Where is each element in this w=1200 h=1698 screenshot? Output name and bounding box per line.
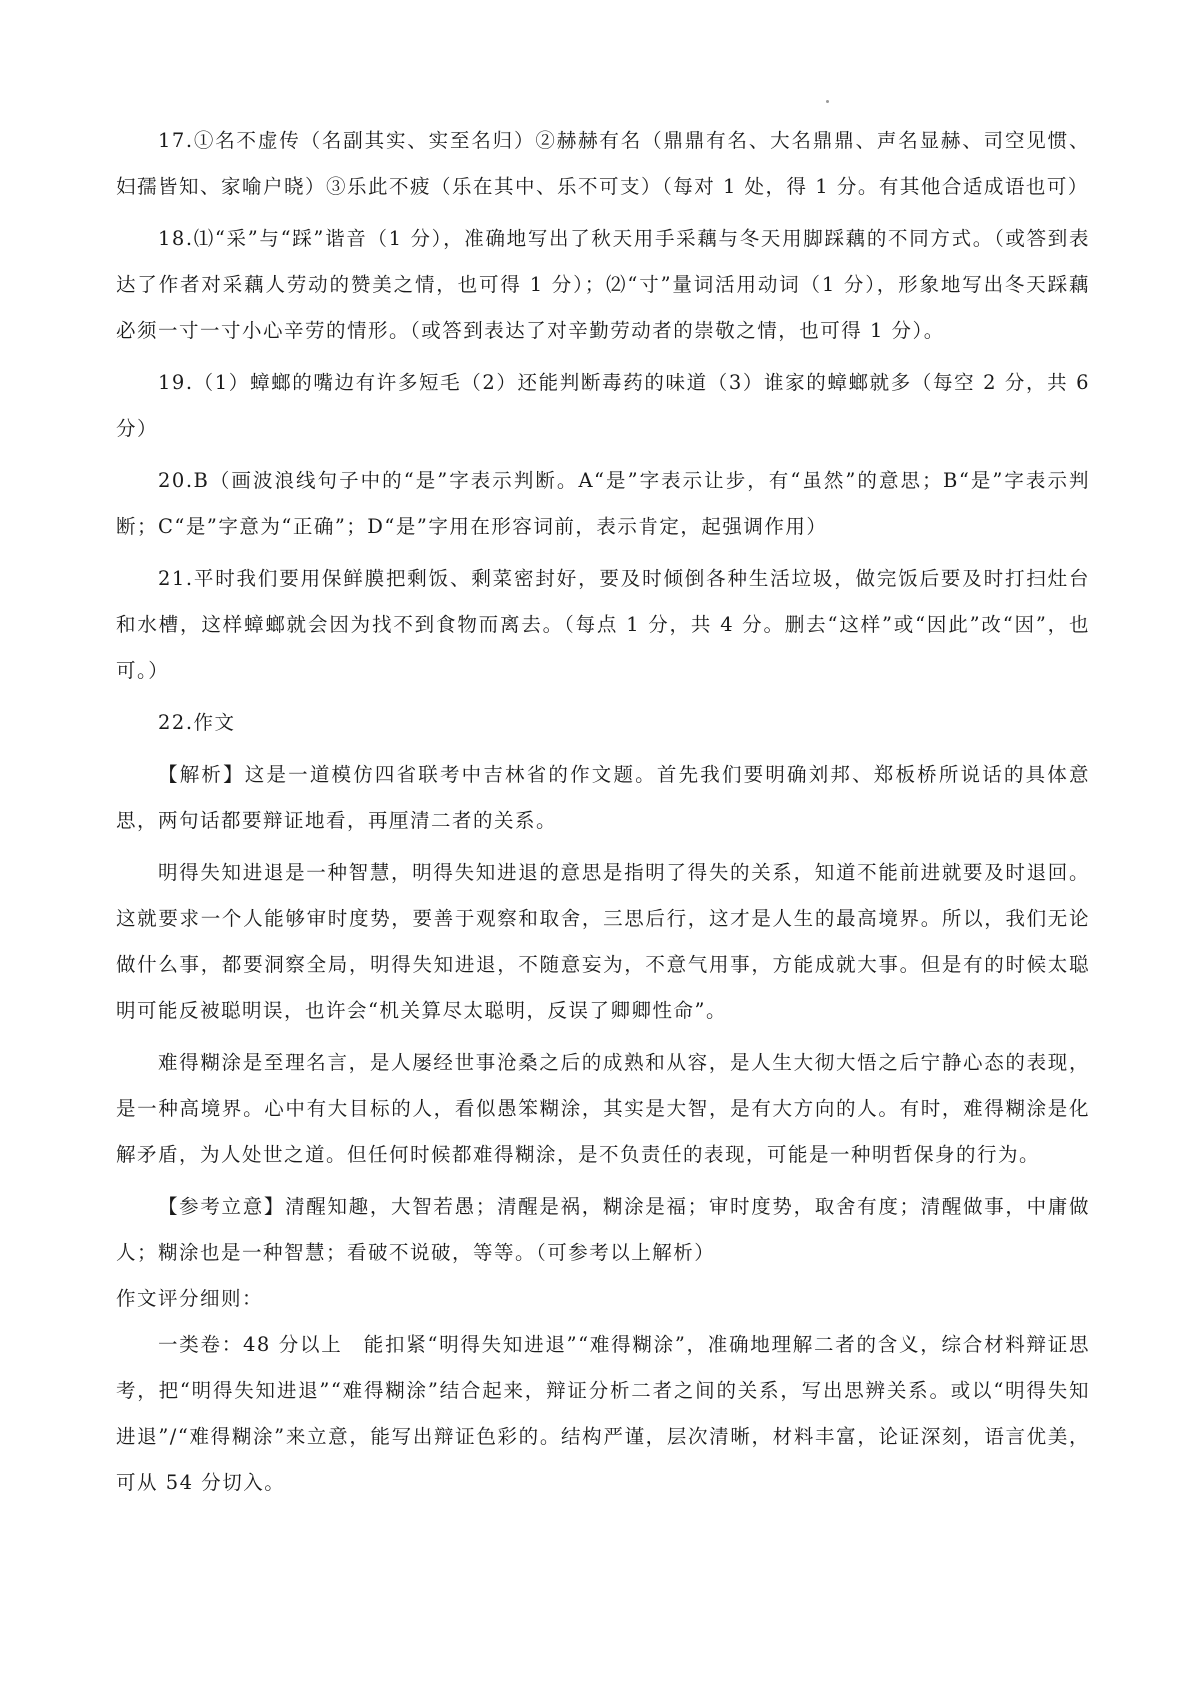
analysis-point-1: 明得失知进退是一种智慧，明得失知进退的意思是指明了得失的关系，知道不能前进就要及时退回。这就要求一个人能够审时度势，要善于观察和取舍，三思后行，这才是人生的最高境界。所以，我们无论做什么事，都要洞察全局，明得失知进退，不随意妄为，不意气用事，方能成就大事。但是有的时候太聪明可能反被聪明误，也许会“机关算尽太聪明，反误了卿卿性命”。: [116, 861, 1090, 1022]
answer-19: 19.（1）蟑螂的嘴边有许多短毛（2）还能判断毒药的味道（3）谁家的蟑螂就多（每空 2 分，共 6 分）: [116, 371, 1090, 440]
answer-key-content: [116, 118, 1090, 1506]
analysis-point-2: 难得糊涂是至理名言，是人屡经世事沧桑之后的成熟和从容，是人生大彻大悟之后宁静心态的表现，是一种高境界。心中有大目标的人，看似愚笨糊涂，其实是大智，是有大方向的人。有时，难得糊涂是化解矛盾，为人处世之道。但任何时候都难得糊涂，是不负责任的表现，可能是一种明哲保身的行为。: [116, 1051, 1090, 1166]
reference-themes: 【参考立意】清醒知趣，大智若愚；清醒是祸，糊涂是福；审时度势，取舍有度；清醒做事，中庸做人；糊涂也是一种智慧；看破不说破，等等。（可参考以上解析）: [116, 1195, 1090, 1264]
scoring-rule-class-1: 一类卷：48 分以上 能扣紧“明得失知进退”“难得糊涂”，准确地理解二者的含义，综合材料辩证思考，把“明得失知进退”“难得糊涂”结合起来，辩证分析二者之间的关系，写出思辨关系。或以“明得失知进退”/“难得糊涂”来立意，能写出辩证色彩的。结构严谨，层次清晰，材料丰富，论证深刻，语言优美，可从 54 分切入。: [116, 1333, 1090, 1494]
answer-18: 18.⑴“采”与“踩”谐音（1 分），准确地写出了秋天用手采藕与冬天用脚踩藕的不同方式。（或答到表达了作者对采藕人劳动的赞美之情，也可得 1 分）；⑵“寸”量词活用动词（1 分），形象地写出冬天踩藕必须一寸一寸小心辛劳的情形。（或答到表达了对辛勤劳动者的崇敬之情，也可得 1 分）。: [116, 227, 1090, 342]
answer-17: 17.①名不虚传（名副其实、实至名归）②赫赫有名（鼎鼎有名、大名鼎鼎、声名显赫、司空见惯、妇孺皆知、家喻户晓）③乐此不疲（乐在其中、乐不可支）（每对 1 处，得 1 分。有其他合适成语也可）: [116, 129, 1090, 198]
answer-20: 20.B（画波浪线句子中的“是”字表示判断。A“是”字表示让步，有“虽然”的意思；B“是”字表示判断；C“是”字意为“正确”；D“是”字用在形容词前，表示肯定，起强调作用）: [116, 469, 1090, 538]
answer-22-heading: 22.作文: [158, 711, 236, 734]
analysis-paragraph: 【解析】这是一道模仿四省联考中吉林省的作文题。首先我们要明确刘邦、郑板桥所说话的具体意思，两句话都要辩证地看，再厘清二者的关系。: [116, 763, 1090, 832]
answer-21: 21.平时我们要用保鲜膜把剩饭、剩菜密封好，要及时倾倒各种生活垃圾，做完饭后要及时打扫灶台和水槽，这样蟑螂就会因为找不到食物而离去。（每点 1 分，共 4 分。删去“这样”或“因此”改“因”，也可。）: [116, 567, 1090, 682]
scan-speck: [826, 100, 829, 103]
scoring-rules-heading: 作文评分细则：: [116, 1287, 264, 1310]
